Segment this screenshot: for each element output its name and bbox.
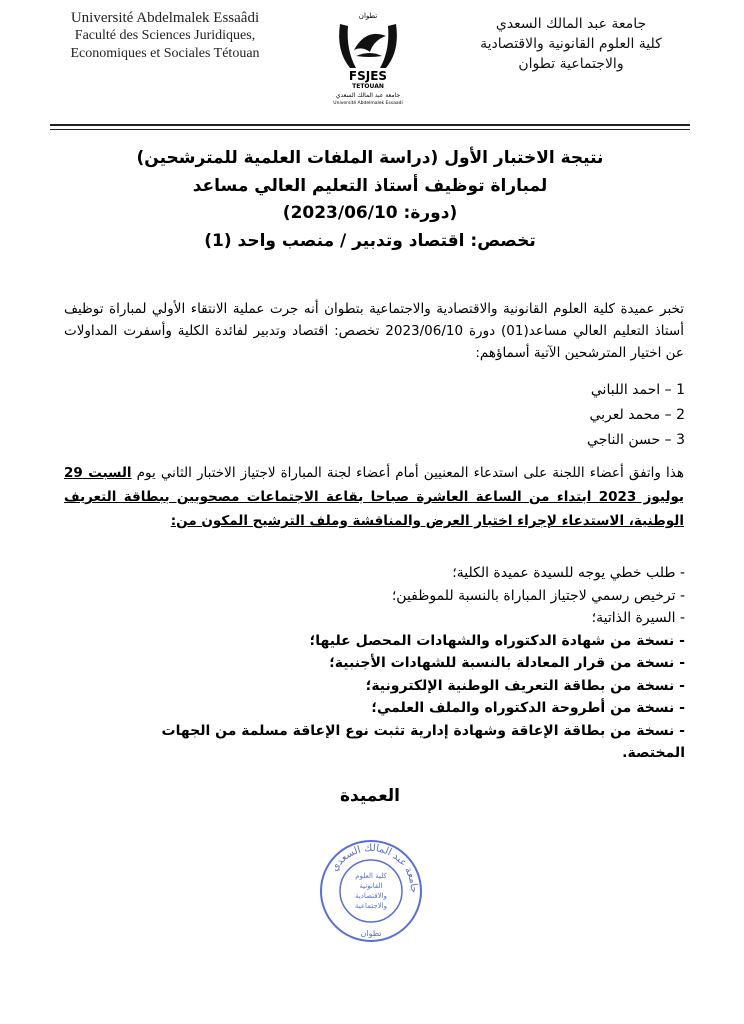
stamp-ring-text: جامعة عبد المالك السعدي [329,842,420,894]
list-item: - ترخيص رسمي لاجتياز المباراة بالنسبة للموظفين؛ [391,587,685,604]
stamp-inner-line: كلية العلوم [355,872,387,880]
announcement-subtitle: لمباراة توظيف أستاذ التعليم العالي مساعد [192,176,548,196]
logo-text: FSJES [348,69,388,83]
fr-faculty-line2: Economiques et Sociales Tétouan [70,46,260,61]
stamp-inner-line: والاقتصادية [355,892,387,900]
ar-faculty-line2: والاجتماعية تطوان [518,56,624,72]
logo-fr-text: Université Abdelmalek Essaadi [333,101,403,106]
logo-sub-text: TETOUAN [352,83,384,90]
ar-university-name: جامعة عبد المالك السعدي [495,16,647,32]
convocation-intro: هذا واتفق أعضاء اللجنة على استدعاء المعنيين أمام أعضاء لجنة المباراة لاجتياز الاختبار الثاني يوم [136,465,684,481]
header-divider-thin [50,129,690,130]
list-item: 3 – حسن الناجي [586,432,685,448]
list-item: 1 – احمد اللباني [590,382,685,398]
ar-header [456,14,686,74]
intro-paragraph: تخبر عميدة كلية العلوم القانونية والاقتصادية والاجتماعية بتطوان أنه جرت عملية الانتقاء الأولي لمباراة توظيف أستاذ التعليم العالي مساعد(01) دورة 2023/06/10 تخصص: اقتصاد وتدبير لفائدة الكلية وأسفرت المداولات عن اختيار المترشحين الآتية أسماؤهم: [64,301,684,361]
fr-faculty-line1: Faculté des Sciences Juridiques, [74,28,256,43]
list-item: - نسخة من بطاقة التعريف الوطنية الإلكترونية؛ [365,677,685,694]
session-date: (دورة: 2023/06/10) [282,203,458,223]
list-item: - طلب خطي يوجه للسيدة عميدة الكلية؛ [452,565,685,581]
convocation-details: السبت 29 يوليوز 2023 ابتداء من الساعة العاشرة صباحا بقاعة الاجتماعات مصحوبين ببطاقة التعريف الوطنية، الاستدعاء لإجراء اختبار العرض والمناقشة وملف الترشيح المكون من: [64,465,684,529]
list-item: - نسخة من شهادة الدكتوراه والشهادات المحصل عليها؛ [309,632,685,649]
list-item: 2 – محمد لعربي [589,407,685,423]
required-documents-list [120,562,685,765]
candidate-list [400,378,685,453]
list-item: - السيرة الذاتية؛ [591,610,685,626]
specialty-line: تخصص: اقتصاد وتدبير / منصب واحد (1) [204,231,536,251]
stamp-inner-line: والاجتماعية [355,902,387,910]
ar-faculty-line1: كلية العلوم القانونية والاقتصادية [480,36,662,52]
stamp-bottom-text: تطوان [360,929,382,938]
list-item: - نسخة من أطروحة الدكتوراه والملف العلمي؛ [371,700,685,716]
header-divider [50,124,690,126]
stamp-inner-line: القانونية [359,882,383,890]
logo-ar-text: جامعة عبد المالك السعدي [335,92,401,99]
fr-header [60,10,270,63]
convocation-paragraph [64,461,684,533]
list-item: - نسخة من بطاقة الإعاقة وشهادة إدارية تثبت نوع الإعاقة مسلمة من الجهات المختصة. [161,722,685,761]
faculty-logo [326,6,410,106]
signature-title: العميدة [340,786,400,806]
official-stamp [318,838,424,944]
list-item: - نسخة من قرار المعادلة بالنسبة للشهادات الأجنبية؛ [329,655,685,671]
fr-university-name: Université Abdelmalek Essaâdi [70,10,260,26]
announcement-title: نتيجة الاختبار الأول (دراسة الملفات العلمية للمترشحين) [136,148,604,168]
logo-top-text: تطوان [358,12,378,20]
